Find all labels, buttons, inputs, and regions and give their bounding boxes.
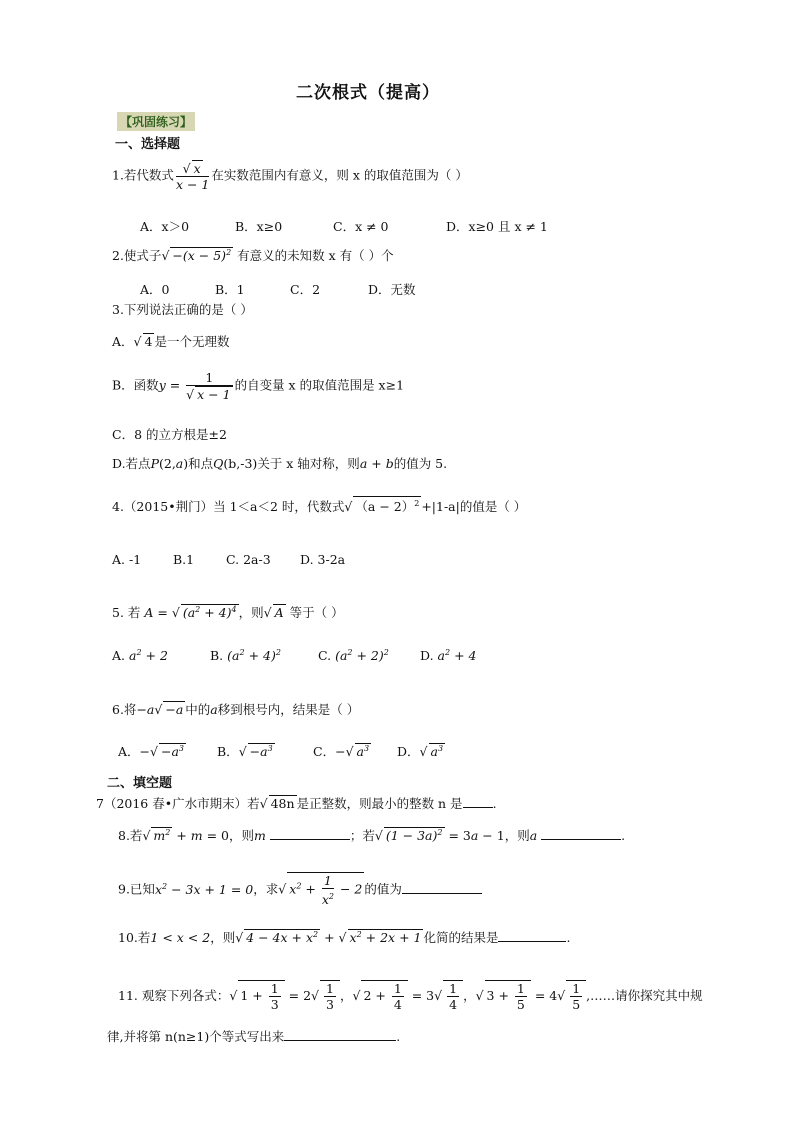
q1-option-d: D．x≥0 且 x ≠ 1 xyxy=(446,219,548,234)
section-choice-heading: 一、选择题 xyxy=(115,137,181,152)
q10-mid: ，则 xyxy=(210,930,236,945)
q2-option-d: D．无数 xyxy=(368,282,416,297)
q6-mid: 中的 xyxy=(185,702,211,717)
q5-a-label: A. xyxy=(112,648,126,664)
q11-answer-blank[interactable] xyxy=(284,1028,396,1041)
q8-answer-blank-2[interactable] xyxy=(541,827,621,840)
page-title: 二次根式（提高） xyxy=(296,83,440,103)
q9-prefix: 9.已知 xyxy=(118,881,155,897)
q9-suffix: 的值为 xyxy=(364,881,402,897)
q4-option-c: C. 2a-3 xyxy=(226,552,271,567)
question-2: 2.使式子√ $-(x - 5)^2$ 有意义的未知数 x 有（ ）个 xyxy=(112,247,394,263)
q11-line2-text: 律,并将第 n(n≥1)个等式写出来 xyxy=(107,1029,285,1044)
q1-fraction: $\frac{√ x}{x - 1}$ xyxy=(175,161,210,192)
q5-option-b: B. $(a^2 + 4)^2$ xyxy=(210,648,281,664)
q10-suffix: 化简的结果是 xyxy=(423,930,499,945)
q3-d-text: 关于 x 轴对称，则 xyxy=(257,456,360,471)
q4-option-a: A. -1 xyxy=(112,552,142,567)
q4-suffix: +|1-a|的值是（ ） xyxy=(421,499,527,514)
q7-end: . xyxy=(492,796,497,811)
q3-a-label: A． xyxy=(112,334,134,349)
q11-end: . xyxy=(396,1029,401,1044)
q3-d-end: 的值为 5. xyxy=(393,456,448,471)
q2-option-a: A．0 xyxy=(140,282,170,297)
question-11: 11. 观察下列各式：√ 1 + $\frac{1}{3}$ = 2√ $\frac{1}{3}$ ，√ 2 + $\frac{1}{4}$ = 3√ $\frac{1}{4}$ ，√ 3 + $\frac{1}{5}$ = 4√ $\frac{1}{5}$ ,……请你探究其中规 xyxy=(118,981,703,1012)
q9-mid: ，求 xyxy=(253,881,279,897)
q6-a-label: A． xyxy=(118,744,140,759)
q5-c-label: C. xyxy=(318,648,332,664)
question-7: 7（2016 春•广水市期末）若√ 48n 是正整数，则最小的整数 n 是 . xyxy=(96,796,497,811)
question-4: 4.（2015•荆门）当 1＜a＜2 时，代数式√ $(a - 2)^2 +|1-a|$的值是（ ） xyxy=(112,496,526,515)
question-8: 8.若√ $m^2 + m = 0$，则m ；若√ $(1 - 3a)^2 = 3a - 1$，则a . xyxy=(118,827,626,843)
q6-d-label: D． xyxy=(397,744,420,759)
q6-b-label: B． xyxy=(217,744,239,759)
question-3-stem: 3.下列说法正确的是（ ） xyxy=(112,302,253,317)
question-5: 5. 若 A = √ $(a^2 + 4)^4$ ，则√ A 等于（ ） xyxy=(112,604,344,620)
q1-suffix: 在实数范围内有意义，则 x 的取值范围为（ ） xyxy=(211,167,468,183)
q5-option-d: D. $a^2 + 4$ xyxy=(420,648,477,664)
q6-option-b: B．√ $-a^3$ xyxy=(217,743,273,759)
question-1 xyxy=(112,160,468,192)
section-fill-heading: 二、填空题 xyxy=(107,776,173,791)
q5-mid: ，则 xyxy=(238,605,264,620)
q7-suffix: 是正整数，则最小的整数 n 是 xyxy=(296,796,463,811)
q11-suffix: ……请你探究其中规 xyxy=(590,988,703,1003)
q3-option-b: B．函数y = $\frac{1}{√ x - 1}$ 的自变量 x 的取值范围是 x≥1 xyxy=(112,370,405,402)
q3-b-text: 的自变量 x 的取值范围是 x≥1 xyxy=(234,377,405,393)
q2-suffix: 有意义的未知数 x 有（ ）个 xyxy=(237,248,394,263)
q8-mid1: ，则 xyxy=(229,828,255,843)
q10-end: . xyxy=(566,930,571,945)
q5-suffix: 等于（ ） xyxy=(289,605,344,620)
q6-option-c: C．−√ $a^3$ xyxy=(313,743,370,759)
q11-prefix: 11. 观察下列各式： xyxy=(118,988,230,1003)
q5-option-a: A. $a^2 + 2$ xyxy=(112,648,168,664)
q3-option-a: A．√ 4 是一个无理数 xyxy=(112,334,230,349)
practice-badge: 【巩固练习】 xyxy=(117,112,195,131)
q4-option-b: B.1 xyxy=(173,552,195,567)
q2-option-b: B．1 xyxy=(215,282,245,297)
q3-b-fraction: $\frac{1}{√ x - 1}$ xyxy=(186,370,231,402)
q1-option-a: A．x＞0 xyxy=(140,219,190,234)
q10-prefix: 10.若 xyxy=(118,930,151,945)
q6-c-label: C． xyxy=(313,744,336,759)
question-9: 9.已知$x^2 - 3x + 1 = 0$，求√ $x^2$ + $\frac{1}{x^2}$ − 2 的值为 xyxy=(118,872,482,907)
q9-answer-blank[interactable] xyxy=(402,881,482,894)
q3-a-text: 是一个无理数 xyxy=(154,334,230,349)
q5-option-c: C. $(a^2 + 2)^2$ xyxy=(318,648,389,664)
q8-prefix: 8.若 xyxy=(118,828,143,843)
question-6: 6.将−a√ −a 中的a移到根号内，结果是（ ） xyxy=(112,702,360,717)
question-11-line-2 xyxy=(107,1027,400,1045)
q2-option-c: C．2 xyxy=(290,282,321,297)
q1-prefix: 1.若代数式 xyxy=(112,167,174,183)
q5-b-label: B. xyxy=(210,648,224,664)
q6-option-d: D．√ $a^3$ xyxy=(397,743,444,759)
q6-suffix: 移到根号内，结果是（ ） xyxy=(217,702,360,717)
q1-option-b: B．x≥0 xyxy=(235,219,283,234)
question-10: 10.若1 < x < 2，则√ $4 - 4x + x^2$ + √ $x^2 + 2x + 1$ 化简的结果是 . xyxy=(118,929,571,945)
q6-option-a: A．−√ $-a^3$ xyxy=(118,743,185,759)
q6-prefix: 6.将 xyxy=(112,702,137,717)
q7-answer-blank[interactable] xyxy=(463,795,493,808)
q3-option-c: C．8 的立方根是±2 xyxy=(112,427,227,442)
q1-option-c: C．x ≠ 0 xyxy=(333,219,389,234)
q3-d-label: D.若点 xyxy=(112,456,151,471)
q4-option-d: D. 3-2a xyxy=(300,552,346,567)
q5-d-label: D. xyxy=(420,648,434,664)
q8-end: . xyxy=(621,828,626,843)
q8-answer-blank-1[interactable] xyxy=(270,827,350,840)
q8-mid2: ；若 xyxy=(349,828,375,843)
q10-answer-blank[interactable] xyxy=(498,929,566,942)
q3-b-label: B．函数 xyxy=(112,377,159,393)
q4-prefix: 4.（2015•荆门）当 1＜a＜2 时，代数式 xyxy=(112,499,345,514)
q3-option-d: D.若点P(2,a)和点Q(b,-3)关于 x 轴对称，则a + b的值为 5. xyxy=(112,456,448,471)
q2-prefix: 2.使式子 xyxy=(112,248,162,263)
q7-prefix: 7（2016 春•广水市期末）若 xyxy=(96,796,260,811)
q8-mid3: ，则 xyxy=(504,828,530,843)
q3-d-mid: 和点 xyxy=(188,456,214,471)
q5-prefix: 5. 若 xyxy=(112,605,141,620)
